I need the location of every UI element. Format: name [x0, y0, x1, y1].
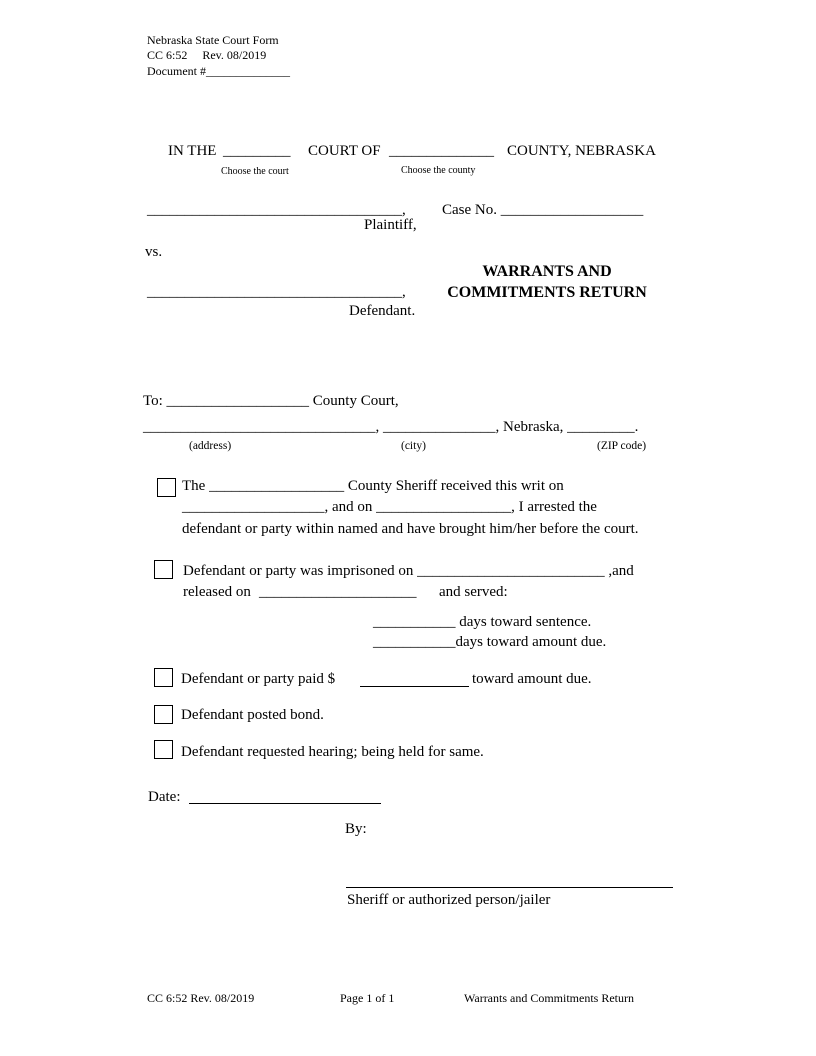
checkbox-requested-hearing[interactable] — [154, 740, 173, 759]
option2-released-label: released on — [183, 584, 251, 600]
checkbox-posted-bond[interactable] — [154, 705, 173, 724]
address-label: (address) — [189, 440, 232, 452]
date-label: Date: — [148, 789, 181, 805]
county-hint: Choose the county — [401, 165, 476, 176]
signature-field[interactable] — [346, 887, 673, 888]
checkbox-imprisoned[interactable] — [154, 560, 173, 579]
by-label: By: — [345, 821, 367, 837]
sheriff-signature-label: Sheriff or authorized person/jailer — [347, 892, 551, 908]
defendant-field[interactable]: __________________________________, — [147, 284, 406, 300]
option1-line2: ___________________, and on __________________, I arrested the — [182, 499, 597, 515]
footer-page-number: Page 1 of 1 — [340, 991, 395, 1005]
days-toward-sentence[interactable]: ___________ days toward sentence. — [373, 614, 592, 630]
title-line-1: WARRANTS AND — [482, 263, 612, 280]
court-of-label: COURT OF — [308, 143, 381, 159]
date-field[interactable] — [189, 803, 381, 804]
court-hint: Choose the court — [221, 166, 289, 177]
in-the-label: IN THE — [168, 143, 217, 159]
vs-label: vs. — [145, 244, 163, 260]
county-nebraska-label: COUNTY, NEBRASKA — [507, 143, 656, 159]
document-title — [430, 261, 664, 303]
amount-paid-field[interactable] — [360, 686, 469, 687]
plaintiff-field[interactable]: __________________________________, — [147, 202, 406, 218]
case-number-field[interactable]: Case No. ___________________ — [442, 202, 644, 218]
address-line[interactable]: _______________________________, _______________, Nebraska, _________. — [143, 419, 639, 435]
footer-title: Warrants and Commitments Return — [464, 991, 635, 1005]
checkbox-paid[interactable] — [154, 668, 173, 687]
option3-label: Defendant or party paid $ — [181, 671, 336, 687]
to-county-court-line[interactable]: To: ___________________ County Court, — [143, 393, 399, 409]
title-line-2: COMMITMENTS RETURN — [447, 284, 647, 301]
days-toward-amount[interactable]: ___________days toward amount due. — [373, 634, 607, 650]
form-number: CC 6:52 Rev. 08/2019 — [147, 48, 267, 62]
document-number: Document #______________ — [147, 64, 290, 78]
plaintiff-label: Plaintiff, — [364, 217, 417, 233]
court-select[interactable]: _________ — [223, 143, 291, 159]
footer-form-number: CC 6:52 Rev. 08/2019 — [147, 991, 255, 1005]
form-name: Nebraska State Court Form — [147, 33, 279, 47]
option3-suffix: toward amount due. — [472, 671, 592, 687]
zip-label: (ZIP code) — [597, 440, 647, 452]
released-on-field[interactable]: _____________________ — [259, 584, 417, 600]
and-served-label: and served: — [439, 584, 508, 600]
city-label: (city) — [401, 440, 426, 452]
option5-label: Defendant requested hearing; being held for same. — [181, 744, 484, 760]
option4-label: Defendant posted bond. — [181, 707, 324, 723]
option2-line1: Defendant or party was imprisoned on _________________________ ,and — [183, 563, 634, 579]
checkbox-sheriff-received[interactable] — [157, 478, 176, 497]
option1-line3: defendant or party within named and have brought him/her before the court. — [182, 521, 639, 537]
option1-line1: The __________________ County Sheriff received this writ on — [182, 478, 564, 494]
county-select[interactable]: ______________ — [389, 143, 494, 159]
defendant-label: Defendant. — [349, 303, 416, 319]
